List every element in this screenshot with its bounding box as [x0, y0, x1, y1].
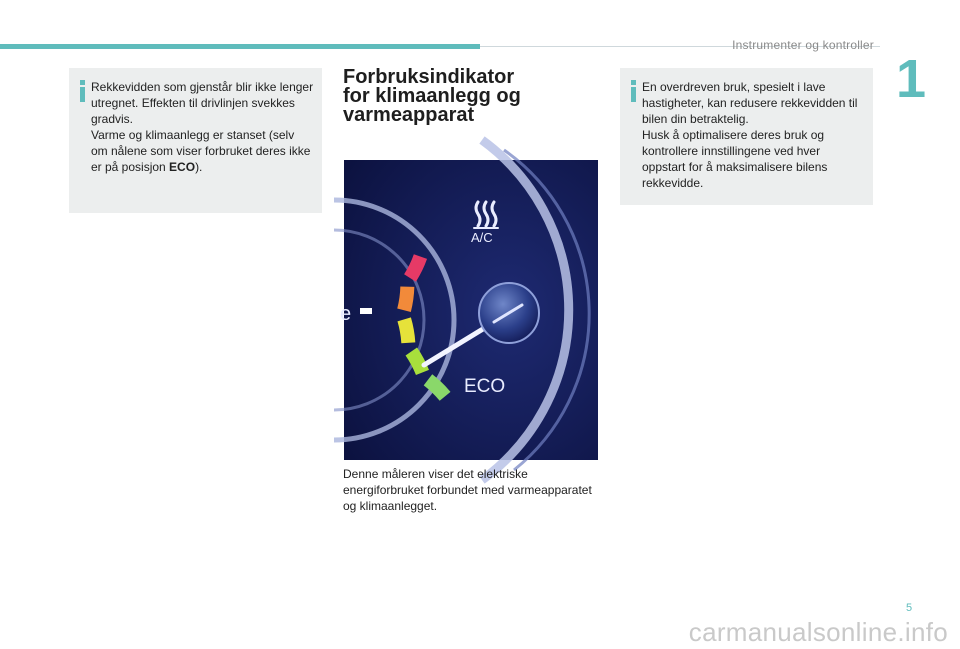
gauge-svg: [340, 160, 598, 460]
info-box-left-text: [69, 68, 322, 175]
info-right-paragraph-2: Husk å optimalisere deres bruk og kontrollere innstillingene ved hver oppstart for å maksimalisere bilens rekkevidde.: [642, 128, 828, 190]
gauge-segment: [404, 319, 408, 342]
neighbour-dial-glyph: e: [340, 303, 352, 325]
eco-label: ECO: [464, 376, 506, 397]
info-right-paragraph-1: En overdreven bruk, spesielt i lave hastigheter, kan redusere rekkevidden til bilen din betraktelig.: [642, 80, 858, 126]
info-icon: [78, 80, 88, 102]
header-accent-bar: [0, 44, 480, 49]
info-icon: [629, 80, 639, 102]
info-box-right-text: [620, 68, 873, 191]
neighbour-dial-tick: [360, 308, 372, 314]
section-title: Instrumenter og kontroller: [732, 38, 874, 52]
info-box-right: [620, 68, 873, 205]
gauge-background: [344, 160, 598, 460]
info-left-paragraph-2: Varme og klimaanlegg er stanset (selv om nålene som viser forbruket deres ikke er på posisjon ECO).: [91, 128, 311, 174]
chapter-number: 1: [896, 49, 927, 109]
ac-label: A/C: [471, 230, 493, 245]
info-box-left: [69, 68, 322, 213]
gauge-segment: [404, 287, 407, 311]
page-heading: Forbruksindikator for klimaanlegg og varmeapparat: [343, 66, 521, 126]
gauge-caption: Denne måleren viser det elektriske energiforbruket forbundet med varmeapparatet og klimaanlegget.: [343, 467, 592, 513]
page-number: 5: [906, 602, 913, 614]
watermark: carmanualsonline.info: [688, 617, 948, 647]
info-left-paragraph-1: Rekkevidden som gjenstår blir ikke lenger utregnet. Effekten til drivlinjen svekkes gradvis.: [91, 80, 314, 126]
consumption-gauge-image: [340, 160, 598, 460]
eco-term: ECO: [169, 160, 196, 174]
